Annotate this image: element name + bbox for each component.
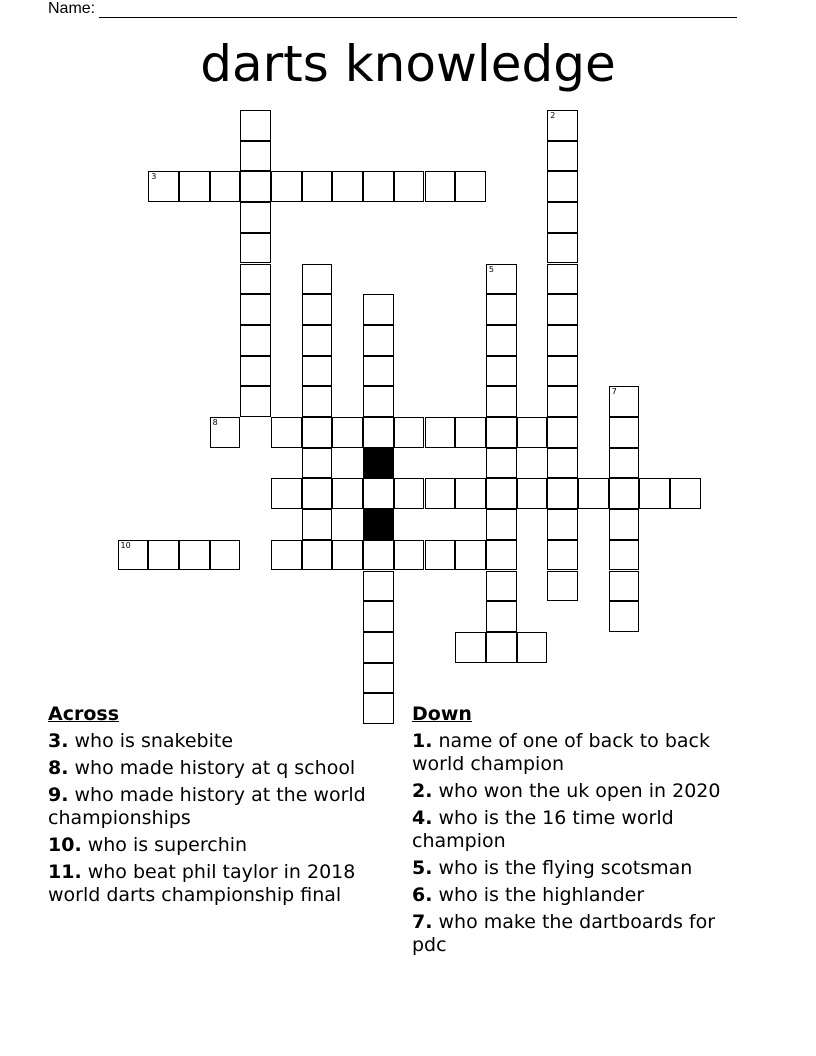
grid-cell[interactable] — [547, 448, 578, 479]
grid-cell[interactable] — [609, 540, 640, 571]
grid-cell[interactable] — [363, 478, 394, 509]
grid-cell[interactable] — [271, 417, 302, 448]
grid-cell[interactable] — [302, 264, 333, 295]
grid-cell[interactable] — [486, 325, 517, 356]
grid-cell[interactable] — [547, 171, 578, 202]
clue-down: 4. who is the 16 time world champion — [412, 807, 674, 852]
grid-cell[interactable] — [486, 448, 517, 479]
grid-cell[interactable] — [363, 171, 394, 202]
clue-across: 11. who beat phil taylor in 2018 world darts championship final — [48, 861, 356, 906]
down-clues — [412, 703, 752, 961]
grid-cell[interactable] — [425, 540, 456, 571]
grid-cell[interactable] — [486, 264, 517, 295]
grid-cell[interactable] — [271, 171, 302, 202]
clue-down: 1. name of one of back to back world champion — [412, 730, 710, 775]
grid-cell[interactable] — [425, 171, 456, 202]
grid-cell[interactable] — [240, 356, 271, 387]
grid-cell[interactable] — [609, 448, 640, 479]
grid-cell[interactable] — [240, 294, 271, 325]
grid-cell[interactable] — [148, 171, 179, 202]
grid-cell[interactable] — [486, 478, 517, 509]
grid-cell[interactable] — [302, 356, 333, 387]
grid-cell[interactable] — [486, 356, 517, 387]
grid-cell[interactable] — [332, 417, 363, 448]
grid-cell[interactable] — [271, 540, 302, 571]
grid-cell[interactable] — [394, 478, 425, 509]
grid-cell[interactable] — [425, 478, 456, 509]
grid-cell[interactable] — [302, 478, 333, 509]
grid-cell[interactable] — [210, 171, 241, 202]
grid-cell[interactable] — [179, 171, 210, 202]
grid-cell[interactable] — [240, 110, 271, 141]
clue-across: 9. who made history at the world championships — [48, 784, 366, 829]
clue-across: 3. who is snakebite — [48, 730, 234, 752]
grid-cell[interactable] — [363, 386, 394, 417]
grid-cell[interactable] — [547, 571, 578, 602]
grid-cell[interactable] — [455, 171, 486, 202]
grid-cell[interactable] — [425, 417, 456, 448]
grid-cell[interactable] — [363, 294, 394, 325]
grid-cell[interactable] — [363, 632, 394, 663]
grid-block — [363, 448, 394, 479]
grid-cell[interactable] — [517, 632, 548, 663]
grid-cell[interactable] — [609, 386, 640, 417]
grid-cell[interactable] — [210, 417, 241, 448]
grid-cell[interactable] — [547, 356, 578, 387]
clue-across: 10. who is superchin — [48, 834, 248, 856]
grid-cell[interactable] — [547, 233, 578, 264]
grid-cell[interactable] — [547, 294, 578, 325]
clue-down: 5. who is the flying scotsman — [412, 857, 693, 879]
grid-cell[interactable] — [179, 540, 210, 571]
grid-cell[interactable] — [486, 540, 517, 571]
grid-cell[interactable] — [302, 294, 333, 325]
grid-cell[interactable] — [240, 264, 271, 295]
grid-cell[interactable] — [363, 356, 394, 387]
grid-cell[interactable] — [363, 571, 394, 602]
clue-down: 2. who won the uk open in 2020 — [412, 780, 721, 802]
grid-cell[interactable] — [455, 417, 486, 448]
grid-cell[interactable] — [609, 509, 640, 540]
grid-cell[interactable] — [363, 601, 394, 632]
grid-cell[interactable] — [547, 478, 578, 509]
grid-cell[interactable] — [363, 417, 394, 448]
clue-number: 5 — [488, 264, 494, 274]
grid-cell[interactable] — [332, 171, 363, 202]
down-heading: Down — [412, 703, 472, 725]
page-title: darts knowledge — [200, 35, 616, 93]
grid-cell[interactable] — [118, 540, 149, 571]
grid-cell[interactable] — [394, 171, 425, 202]
name-label: Name: — [48, 0, 96, 17]
clue-number: 3 — [151, 172, 157, 182]
grid-cell[interactable] — [609, 417, 640, 448]
grid-block — [363, 509, 394, 540]
grid-cell[interactable] — [547, 325, 578, 356]
clue-across: 8. who made history at q school — [48, 757, 356, 779]
grid-cell[interactable] — [148, 540, 179, 571]
grid-cell[interactable] — [486, 601, 517, 632]
grid-cell[interactable] — [547, 141, 578, 172]
grid-cell[interactable] — [547, 202, 578, 233]
grid-cell[interactable] — [639, 478, 670, 509]
grid-cell[interactable] — [302, 417, 333, 448]
grid-cell[interactable] — [363, 663, 394, 694]
clue-number: 8 — [212, 418, 218, 427]
grid-cell[interactable] — [547, 264, 578, 295]
grid-cell[interactable] — [547, 386, 578, 417]
grid-cell[interactable] — [332, 478, 363, 509]
grid-cell[interactable] — [210, 540, 241, 571]
grid-cell[interactable] — [609, 601, 640, 632]
grid-cell[interactable] — [302, 448, 333, 479]
clue-down: 6. who is the highlander — [412, 884, 645, 906]
grid-cell[interactable] — [486, 632, 517, 663]
across-heading: Across — [48, 703, 120, 725]
grid-cell[interactable] — [486, 386, 517, 417]
grid-cell[interactable] — [547, 417, 578, 448]
grid-cell[interactable] — [302, 171, 333, 202]
grid-cell[interactable] — [547, 540, 578, 571]
grid-cell[interactable] — [240, 233, 271, 264]
grid-cell[interactable] — [394, 417, 425, 448]
grid-cell[interactable] — [547, 509, 578, 540]
grid-cell[interactable] — [547, 110, 578, 141]
grid-cell[interactable] — [271, 478, 302, 509]
grid-cell[interactable] — [302, 325, 333, 356]
grid-cell[interactable] — [363, 540, 394, 571]
clue-number: 2 — [550, 111, 556, 120]
grid-cell[interactable] — [455, 478, 486, 509]
across-clues — [48, 703, 388, 911]
grid-cell[interactable] — [302, 540, 333, 571]
clue-number: 10 — [120, 540, 131, 550]
grid-cell[interactable] — [240, 202, 271, 233]
clue-number: 7 — [611, 387, 617, 397]
grid-cell[interactable] — [302, 386, 333, 417]
grid-cell[interactable] — [486, 571, 517, 602]
grid-cell[interactable] — [486, 294, 517, 325]
grid-cell[interactable] — [394, 540, 425, 571]
grid-cell[interactable] — [578, 478, 609, 509]
grid-cell[interactable] — [332, 540, 363, 571]
grid-cell[interactable] — [486, 417, 517, 448]
grid-cell[interactable] — [517, 478, 548, 509]
grid-cell[interactable] — [486, 509, 517, 540]
clue-down: 7. who make the dartboards for pdc — [412, 911, 716, 956]
grid-cell[interactable] — [240, 386, 271, 417]
grid-cell[interactable] — [455, 632, 486, 663]
grid-cell[interactable] — [517, 417, 548, 448]
grid-cell[interactable] — [609, 571, 640, 602]
grid-cell[interactable] — [302, 509, 333, 540]
grid-cell[interactable] — [240, 171, 271, 202]
grid-cell[interactable] — [609, 478, 640, 509]
grid-cell[interactable] — [240, 325, 271, 356]
grid-cell[interactable] — [670, 478, 701, 509]
grid-cell[interactable] — [455, 540, 486, 571]
grid-cell[interactable] — [363, 325, 394, 356]
grid-cell[interactable] — [240, 141, 271, 172]
